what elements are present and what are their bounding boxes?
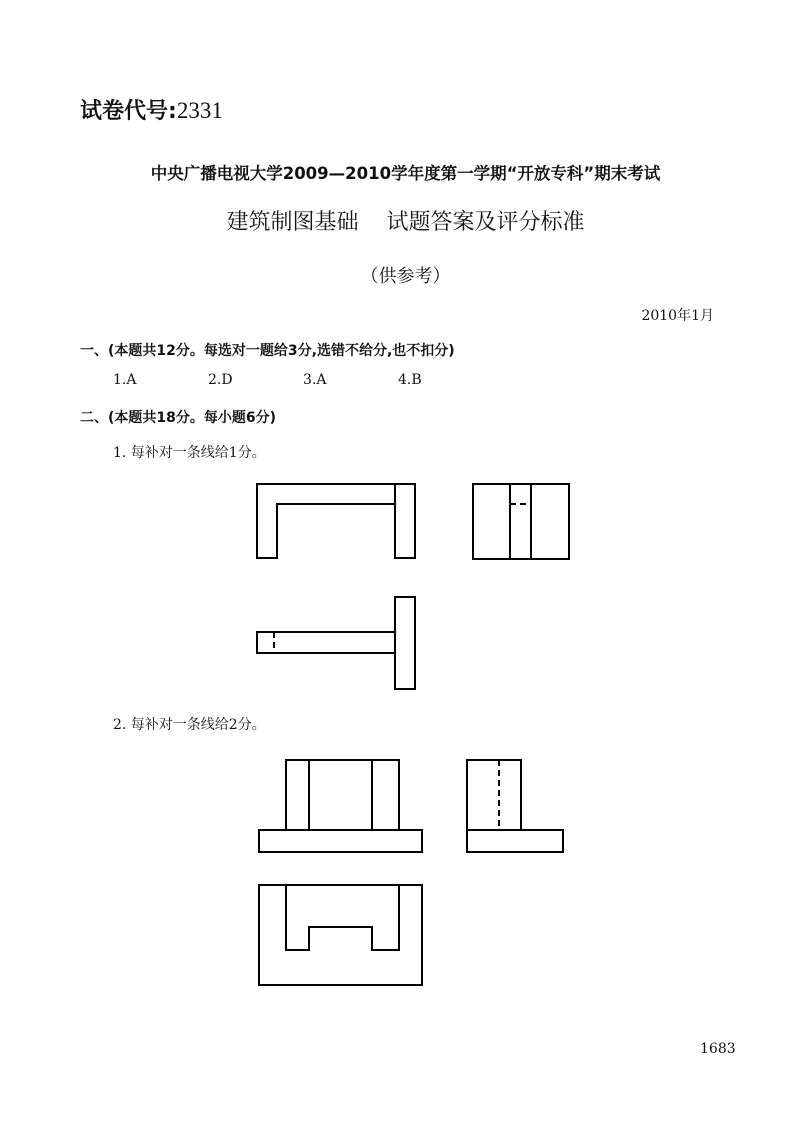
subject-name: 建筑制图基础 — [226, 210, 359, 235]
item-2-side-view — [467, 760, 563, 852]
paper-code-number: 2331 — [176, 98, 223, 123]
item-1-note: 1. 每补对一条线给1分。 — [113, 445, 266, 461]
reference-note: （供参考） — [360, 266, 451, 287]
answer-3: 3.A — [303, 372, 327, 388]
item-2-front-view — [259, 760, 422, 852]
document-date: 2010年1月 — [641, 308, 714, 324]
exam-title: 中央广播电视大学2009—2010学年度第一学期“开放专科”期末考试 — [150, 164, 661, 183]
answer-1: 1.A — [113, 372, 137, 388]
answer-key-title: 试题答案及评分标准 — [386, 210, 585, 235]
item-2-top-view — [259, 885, 422, 985]
section-1-heading: 一、(本题共12分。每选对一题给3分,选错不给分,也不扣分) — [80, 343, 455, 359]
answer-2: 2.D — [208, 372, 233, 388]
item-2-note: 2. 每补对一条线给2分。 — [113, 717, 266, 733]
answer-4: 4.B — [398, 372, 422, 388]
paper-code-label: 试卷代号 — [80, 99, 169, 124]
section-2-heading: 二、(本题共18分。每小题6分) — [80, 410, 277, 426]
paper-code-colon: : — [168, 99, 177, 124]
page-number: 1683 — [700, 1041, 736, 1057]
